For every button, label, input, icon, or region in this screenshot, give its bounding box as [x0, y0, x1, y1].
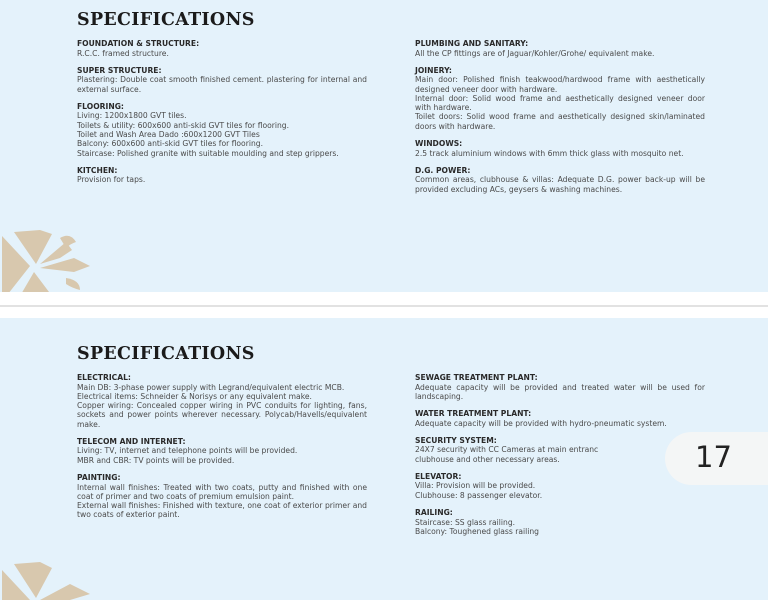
spec-section	[415, 166, 705, 194]
right-column	[415, 39, 705, 202]
page-divider	[0, 305, 768, 307]
spec-section	[77, 373, 367, 429]
spec-section	[415, 436, 705, 464]
spec-text: Copper wiring: Concealed copper wiring in PVC conduits for lighting, fans, sockets and power points wherever necessary. Polycab/Havells/equivalent make.	[77, 401, 367, 429]
spec-heading: ELEVATOR:	[415, 471, 462, 481]
spec-section	[77, 39, 367, 58]
spec-text: External wall finishes: Finished with texture, one coat of exterior primer and two coats of exterior paint.	[77, 501, 367, 520]
spec-section	[77, 102, 367, 158]
spec-text: Toilet and Wash Area Dado :600x1200 GVT Tiles	[77, 129, 260, 139]
spec-section	[415, 66, 705, 131]
spec-section	[77, 166, 367, 185]
spec-text: Toilets & utility: 600x600 anti-skid GVT tiles for flooring.	[77, 120, 290, 130]
spec-heading: SEWAGE TREATMENT PLANT:	[415, 373, 538, 382]
spec-section	[77, 66, 367, 94]
page-number-badge	[665, 432, 768, 485]
spec-heading: PLUMBING AND SANITARY:	[415, 39, 529, 48]
spec-text: 24X7 security with CC Cameras at main entranc	[415, 445, 599, 455]
spec-heading: TELECOM AND INTERNET:	[77, 436, 186, 446]
spec-text: All the CP fittings are of Jaguar/Kohler/Grohe/ equivalent make.	[415, 48, 655, 58]
spec-heading: KITCHEN:	[77, 165, 118, 175]
spec-section	[415, 409, 705, 428]
spec-heading: JOINERY:	[415, 65, 452, 75]
spec-text: Adequate capacity will be provided and treated water will be used for landscaping.	[415, 382, 705, 401]
spec-text: R.C.C. framed structure.	[77, 48, 169, 58]
spec-section	[415, 508, 705, 536]
spec-section	[77, 437, 367, 465]
spec-text: Staircase: Polished granite with suitable moulding and step grippers.	[77, 148, 339, 158]
spec-text: Plastering: Double coat smooth finished cement. plastering for internal and external surface.	[77, 75, 367, 94]
spec-section	[415, 139, 705, 158]
spec-heading: SUPER STRUCTURE:	[77, 65, 162, 75]
ornament-icon	[0, 228, 100, 292]
page-title: SPECIFICATIONS	[77, 344, 255, 364]
spec-text: Adequate capacity will be provided with hydro-pneumatic system.	[415, 418, 667, 428]
spec-text: Internal wall finishes: Treated with two coats, putty and finished with one coat of primer and two coats of premium emulsion paint.	[77, 482, 367, 501]
document-page-2	[0, 318, 768, 600]
document-page-1	[0, 0, 768, 292]
spec-text: 2.5 track aluminium windows with 6mm thick glass with mosquito net.	[415, 148, 684, 158]
left-column	[77, 373, 367, 528]
spec-text: Internal door: Solid wood frame and aesthetically designed veneer door with hardware.	[415, 93, 705, 113]
spec-text: clubhouse and other necessary areas.	[415, 454, 560, 464]
spec-text: Living: 1200x1800 GVT tiles.	[77, 111, 187, 121]
spec-text: Villa: Provision will be provided.	[415, 481, 536, 491]
spec-text: Main door: Polished finish teakwood/hardwood frame with aesthetically designed veneer door with hardware.	[415, 75, 705, 94]
spec-heading: WINDOWS:	[415, 139, 463, 149]
spec-heading: ELECTRICAL:	[77, 373, 131, 382]
spec-heading: PAINTING:	[77, 473, 121, 483]
spec-text: MBR and CBR: TV points will be provided.	[77, 455, 235, 465]
spec-section	[415, 39, 705, 58]
spec-text: Living: TV, internet and telephone points will be provided.	[77, 446, 298, 456]
spec-text: Electrical items: Schneider & Norisys or any equivalent make.	[77, 391, 312, 401]
ornament-icon	[0, 560, 100, 600]
spec-text: Provision for taps.	[77, 175, 146, 185]
spec-heading: WATER TREATMENT PLANT:	[415, 409, 532, 419]
spec-heading: FOUNDATION & STRUCTURE:	[77, 39, 200, 48]
page-title: SPECIFICATIONS	[77, 10, 255, 30]
spec-text: Clubhouse: 8 passenger elevator.	[415, 490, 543, 500]
spec-section	[77, 473, 367, 520]
spec-text: Common areas, clubhouse & villas: Adequate D.G. power back-up will be provided excluding ACs, geysers & washing machines.	[415, 175, 705, 194]
spec-text: Staircase: SS glass railing.	[415, 517, 516, 527]
spec-text: Balcony: Toughened glass railing	[415, 526, 539, 536]
spec-heading: D.G. POWER:	[415, 165, 471, 175]
right-column	[415, 373, 705, 544]
spec-section	[415, 472, 705, 500]
page-number: 17	[695, 440, 732, 474]
spec-heading: FLOORING:	[77, 101, 124, 111]
spec-heading: SECURITY SYSTEM:	[415, 435, 497, 445]
spec-text: Toilet doors: Solid wood frame and aesthetically designed skin/laminated doors with hardware.	[415, 112, 705, 131]
spec-text: Main DB: 3-phase power supply with Legrand/equivalent electric MCB.	[77, 382, 345, 392]
spec-section	[415, 373, 705, 401]
left-column	[77, 39, 367, 193]
spec-text: Balcony: 600x600 anti-skid GVT tiles for flooring.	[77, 139, 263, 149]
spec-heading: RAILING:	[415, 508, 453, 518]
